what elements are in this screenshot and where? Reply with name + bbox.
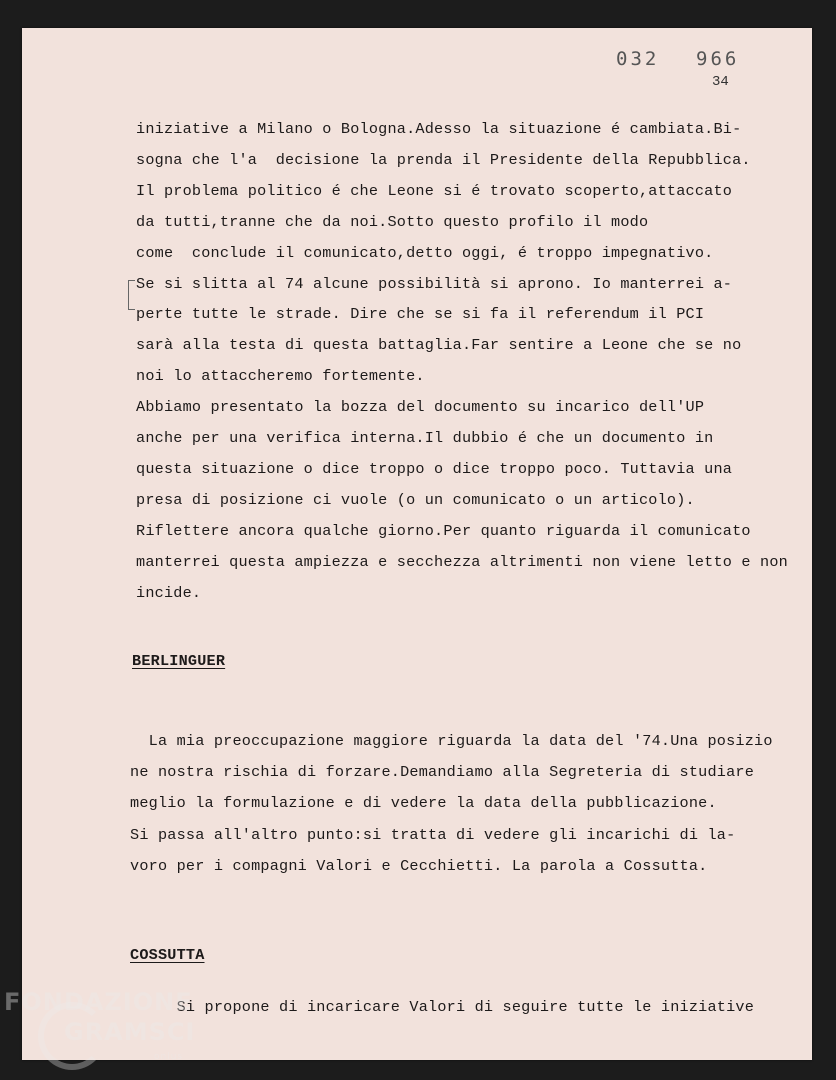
text-line: come conclude il comunicato,detto oggi, é troppo impegnativo. <box>136 243 714 262</box>
text-line: questa situazione o dice troppo o dice troppo poco. Tuttavia una <box>136 459 733 478</box>
text-line: Si propone di incaricare Valori di seguire tutte le iniziative <box>130 998 755 1016</box>
text-line: presa di posizione ci vuole (o un comunicato o un articolo). <box>136 490 695 509</box>
text-line: iniziative a Milano o Bologna.Adesso la situazione é cambiata.Bi- <box>136 120 742 138</box>
text-line: manterrei questa ampiezza e secchezza altrimenti non viene letto e non <box>136 552 788 571</box>
text-line: Se si slitta al 74 alcune possibilità si aprono. Io manterrei a- <box>136 274 733 293</box>
heading-cossutta: COSSUTTA <box>130 946 205 964</box>
text-line: sogna che l'a decisione la prenda il Presidente della Repubblica. <box>136 150 751 169</box>
watermark-line3: onlus <box>154 1052 184 1062</box>
page-number: 34 <box>712 74 729 90</box>
watermark-line2: GRAMSCI <box>64 1018 196 1046</box>
watermark-line1: FONDAZIONE <box>4 988 193 1016</box>
fondazione-gramsci-watermark <box>4 988 204 1078</box>
text-line: Si passa all'altro punto:si tratta di vedere gli incarichi di la- <box>130 825 736 844</box>
heading-berlinguer: BERLINGUER <box>132 652 226 670</box>
archive-code-left: 032 <box>616 48 660 70</box>
archive-code-right: 966 <box>696 48 740 70</box>
text-line: Riflettere ancora qualche giorno.Per quanto riguarda il comunicato <box>136 521 751 540</box>
text-line: sarà alla testa di questa battaglia.Far sentire a Leone che se no <box>136 336 742 355</box>
text-line: La mia preoccupazione maggiore riguarda la data del '74.Una posizio <box>130 732 773 750</box>
text-line: da tutti,tranne che da noi.Sotto questo profilo il modo <box>136 212 649 231</box>
text-line: Abbiamo presentato la bozza del documento su incarico dell'UP <box>136 398 705 417</box>
margin-bracket-mark <box>128 280 135 310</box>
text-line: incide. <box>136 583 202 602</box>
text-line: anche per una verifica interna.Il dubbio é che un documento in <box>136 429 714 447</box>
text-line: Il problema politico é che Leone si é trovato scoperto,attaccato <box>136 181 733 200</box>
text-line: noi lo attaccheremo fortemente. <box>136 367 425 386</box>
text-line: ne nostra rischia di forzare.Demandiamo alla Segreteria di studiare <box>130 763 755 782</box>
text-line: meglio la formulazione e di vedere la data della pubblicazione. <box>130 794 717 813</box>
text-line: voro per i compagni Valori e Cecchietti. La parola a Cossutta. <box>130 856 708 875</box>
document-page <box>22 28 812 1060</box>
text-line: perte tutte le strade. Dire che se si fa il referendum il PCI <box>136 305 705 324</box>
